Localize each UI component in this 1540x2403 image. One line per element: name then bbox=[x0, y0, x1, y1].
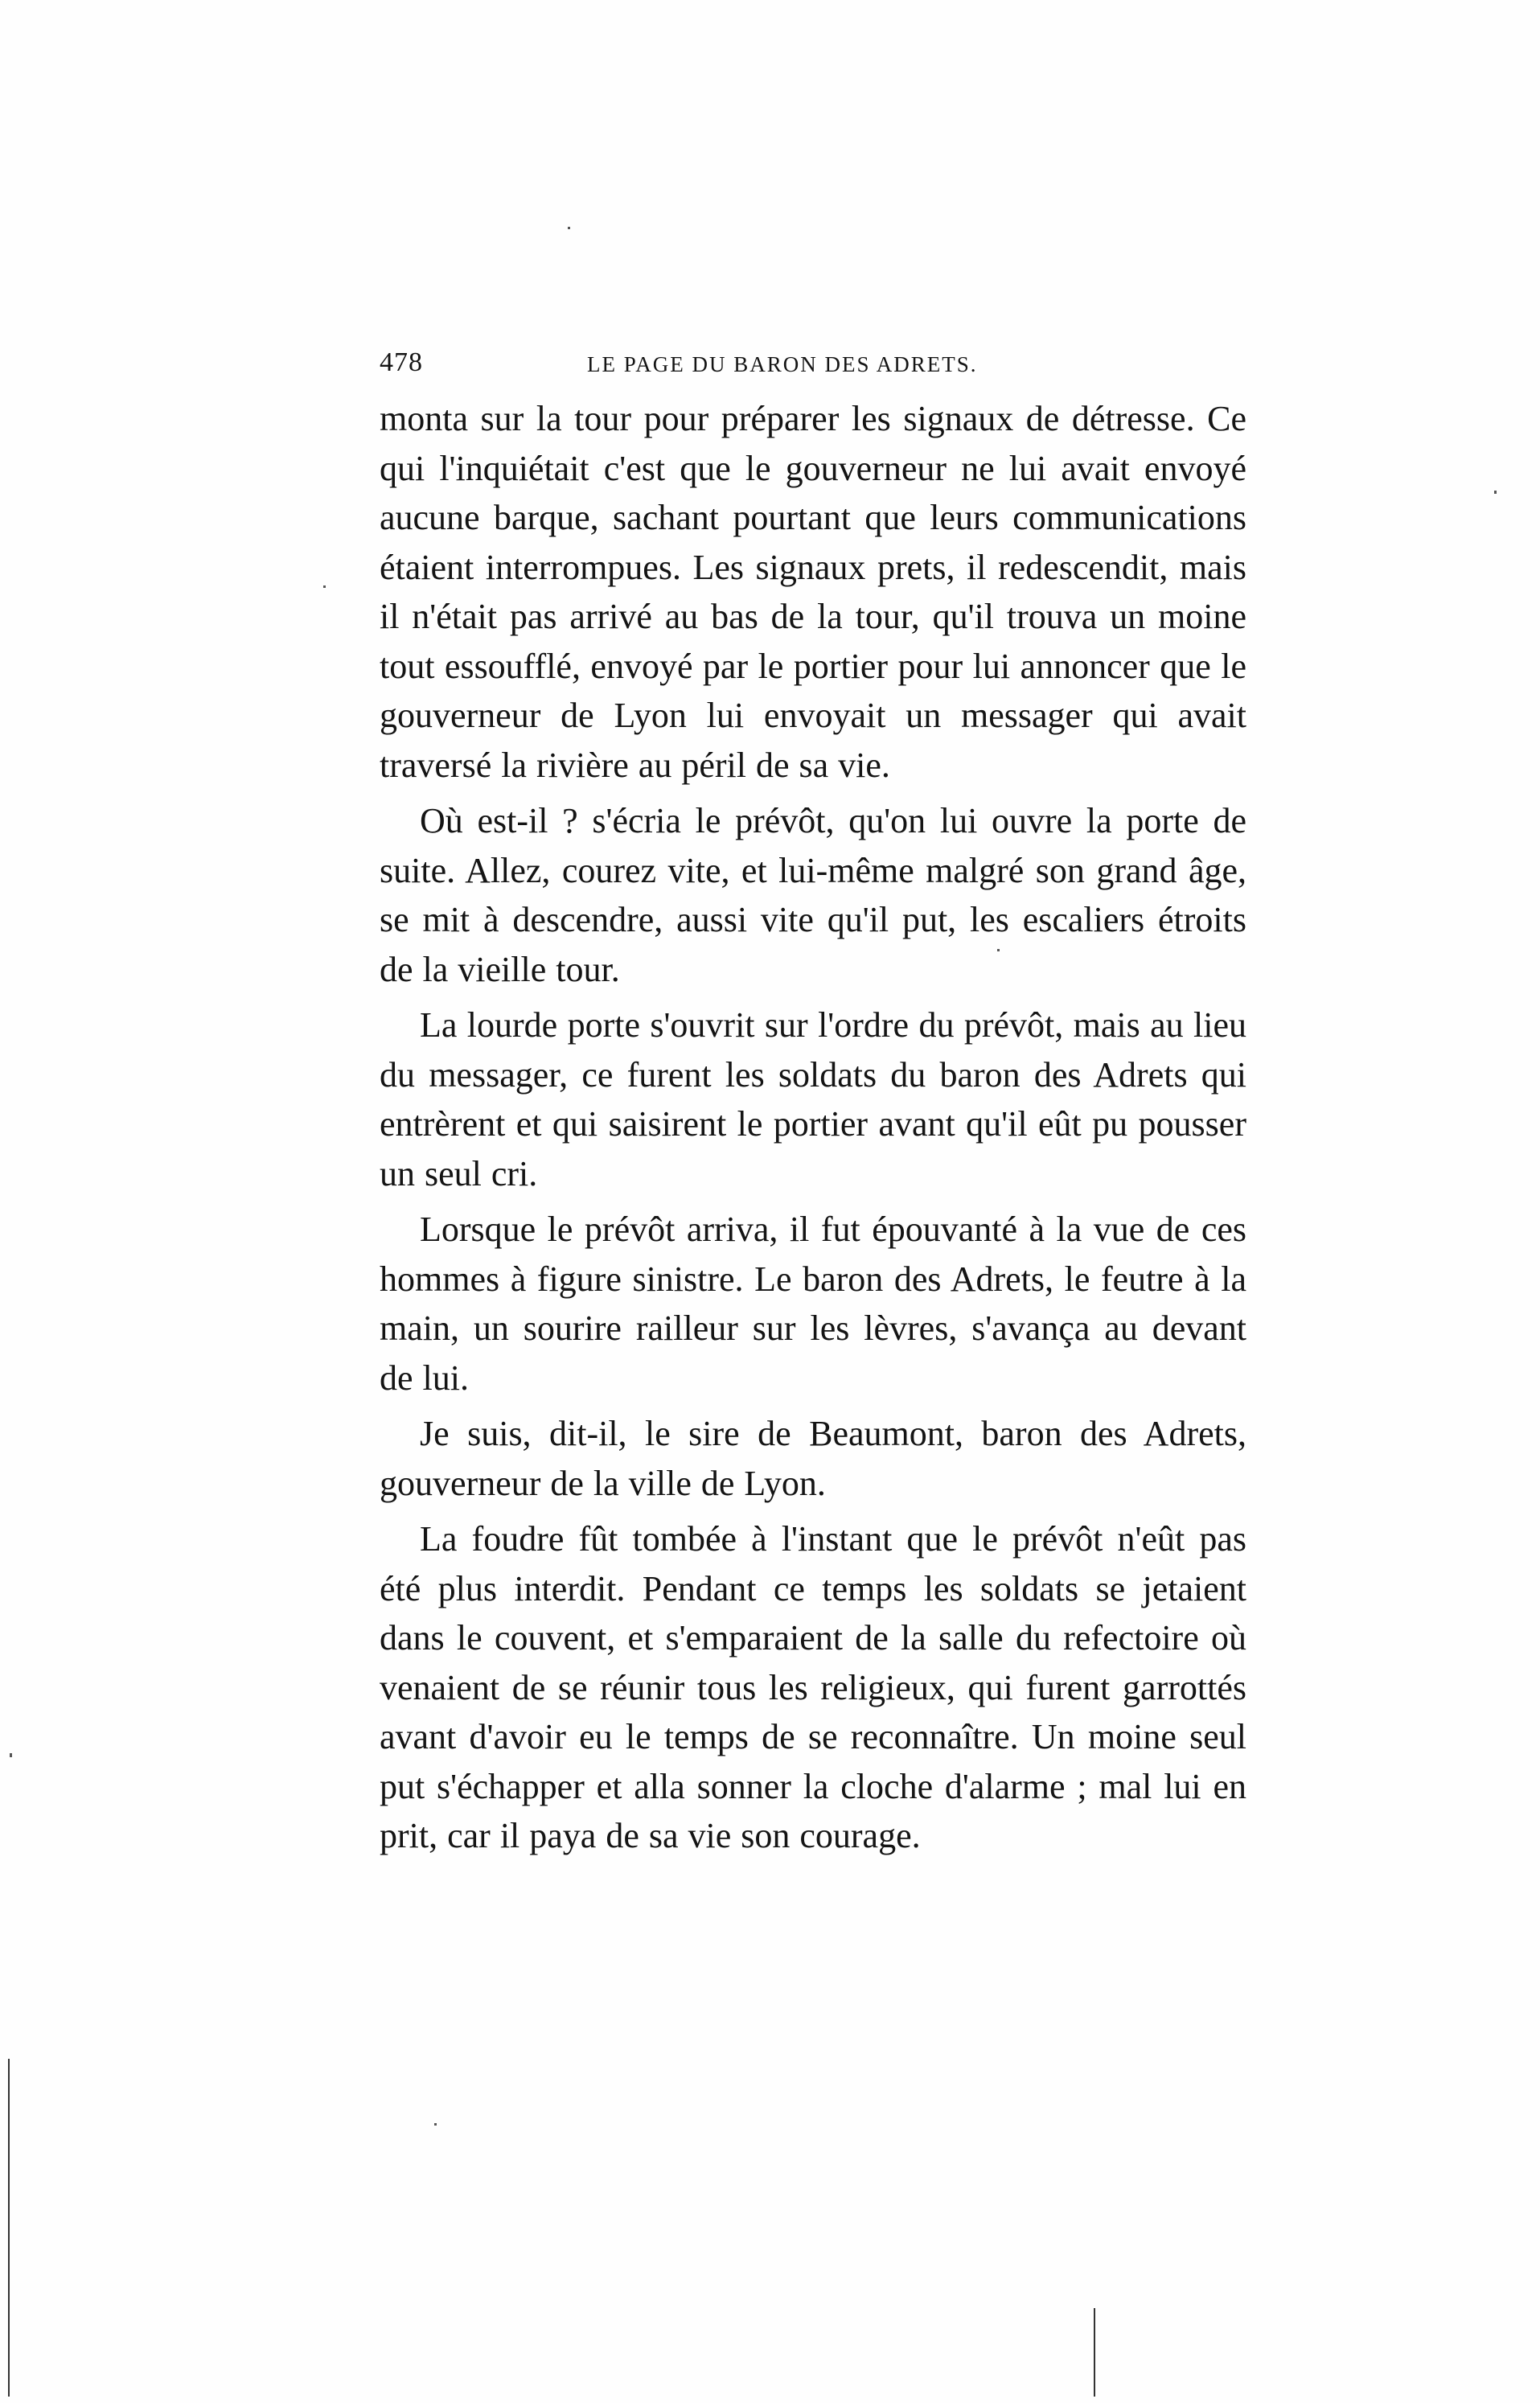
scan-speck bbox=[997, 949, 1000, 951]
scan-speck bbox=[10, 1753, 12, 1757]
paragraph: Je suis, dit-il, le sire de Beaumont, baron des Adrets, gouverneur de la ville de Lyon. bbox=[380, 1414, 1246, 1503]
paragraph: Où est-il ? s'écria le prévôt, qu'on lui ouvre la porte de suite. Allez, courez vite, et lui-même malgré son grand âge, se mit à descendre, aussi vite qu'il put, les escaliers étroits de la vieille tour. bbox=[380, 801, 1246, 989]
paragraph: monta sur la tour pour préparer les signaux de détresse. Ce qui l'inquiétait c'est que le gouverneur ne lui avait envoyé aucune barque, sachant pourtant que leurs communications étaient interrompues. Les signaux prets, il redescendit, mais il n'était pas arrivé au bas de la tour, qu'il trouva un moine tout essoufflé, envoyé par le portier pour lui annoncer que le gouverneur de Lyon lui envoyait un messager qui avait traversé la rivière au péril de sa vie. bbox=[380, 399, 1246, 785]
scan-speck bbox=[434, 2123, 437, 2126]
running-head bbox=[380, 347, 1261, 386]
paragraph: Lorsque le prévôt arriva, il fut épouvanté à la vue de ces hommes à figure sinistre. Le baron des Adrets, le feutre à la main, un sourire railleur sur les lèvres, s'avança au devant de lui. bbox=[380, 1210, 1246, 1398]
body-text bbox=[380, 394, 1246, 1867]
scan-speck bbox=[568, 227, 570, 229]
paragraph: La foudre fût tombée à l'instant que le prévôt n'eût pas été plus interdit. Pendant ce temps les soldats se jetaient dans le couvent, et s'emparaient de la salle du refectoire où venaient de se réunir tous les religieux, qui furent garrottés avant d'avoir eu le temps de se reconnaître. Un moine seul put s'échapper et alla sonner la cloche d'alarme ; mal lui en prit, car il paya de sa vie son courage. bbox=[380, 1519, 1246, 1855]
scan-speck bbox=[1494, 491, 1497, 494]
margin-line bbox=[1094, 2308, 1095, 2397]
paragraph: La lourde porte s'ouvrit sur l'ordre du prévôt, mais au lieu du messager, ce furent les soldats du baron des Adrets qui entrèrent et qui saisirent le portier avant qu'il eût pu pousser un seul cri. bbox=[380, 1005, 1246, 1193]
running-title: LE PAGE DU BARON DES ADRETS. bbox=[587, 352, 978, 376]
page-number: 478 bbox=[380, 347, 423, 377]
scan-speck bbox=[323, 585, 326, 588]
margin-line bbox=[8, 2059, 10, 2397]
